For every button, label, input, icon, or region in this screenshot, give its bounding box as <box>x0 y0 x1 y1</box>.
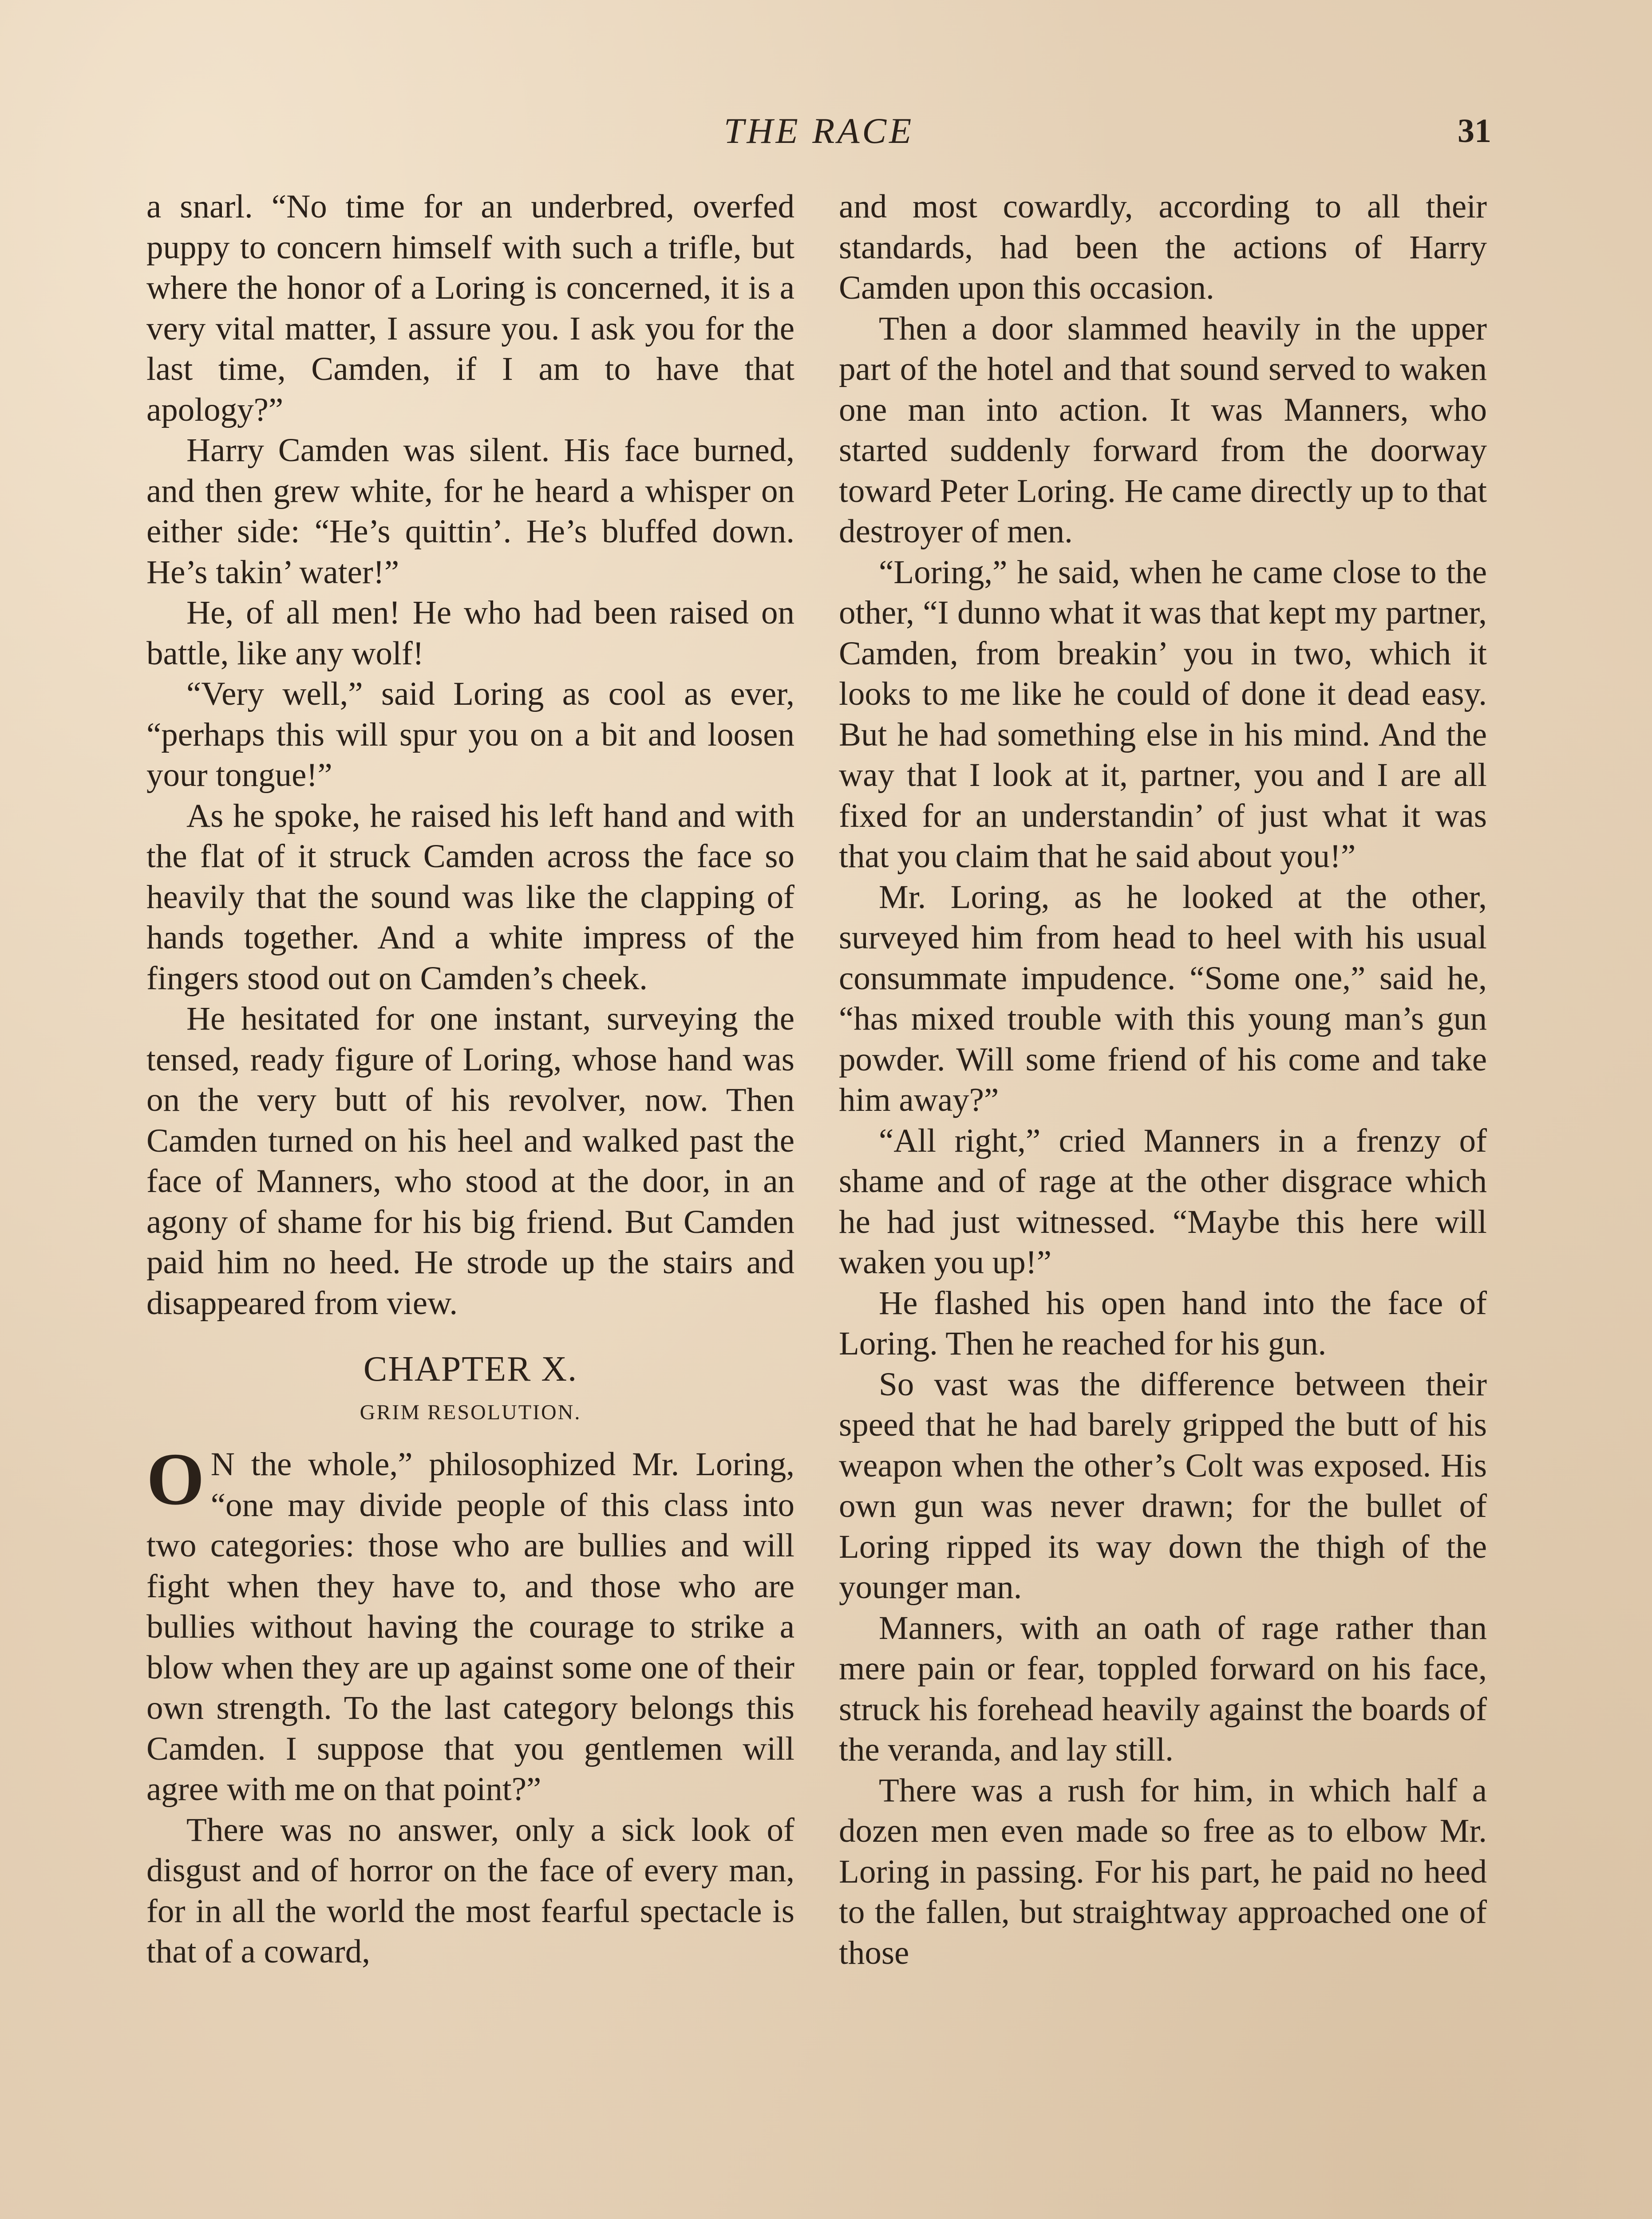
paragraph: As he spoke, he raised his left hand and with the flat of it struck Camden across the face so heavily that the sound was like the clapping of hands together. And a white impress of the fingers stood out on Camden’s cheek. <box>146 797 794 997</box>
paragraph: He hesitated for one instant, surveying the tensed, ready figure of Loring, whose hand was on the very butt of his revolver, now. Then Camden turned on his heel and walked past the face of Manners, who stood at the door, in an agony of shame for his big friend. But Camden paid him no heed. He strode up the stairs and disappeared from view. <box>146 1000 794 1322</box>
paragraph: and most cowardly, according to all their standards, had been the actions of Harry Camden upon this occasion. <box>839 188 1487 306</box>
paragraph: Mr. Loring, as he looked at the other, surveyed him from head to heel with his usual consummate impudence. “Some one,” said he, “has mixed trouble with this young man’s gun powder. Will some friend of his come and take him away?” <box>839 878 1487 1118</box>
running-title: THE RACE <box>723 111 914 151</box>
paragraph: There was a rush for him, in which half a dozen men even made so free as to elbow Mr. Loring in passing. For his part, he paid no heed to the fallen, but straightway approached one of those <box>839 1772 1487 1971</box>
paragraph: “Loring,” he said, when he came close to the other, “I dunno what it was that kept my partner, Camden, from breakin’ you in two, which it looks to me like he could of done it dead easy. But he had something else in his mind. And the way that I look at it, partner, you and I are all fixed for an understandin’ of just what it was that you claim that he said about you!” <box>839 553 1487 875</box>
paragraph: There was no answer, only a sick look of disgust and of horror on the face of every man, for in all the world the most fearful spectacle is that of a coward, <box>146 1811 794 1970</box>
chapter-subtitle: GRIM RESOLUTION. <box>360 1401 581 1424</box>
paragraph: a snarl. “No time for an underbred, overfed puppy to concern himself with such a trifle, but where the honor of a Loring is concerned, it is a very vital matter, I assure you. I ask you for the last time, Camden, if I am to have that apology?” <box>146 188 794 428</box>
chapter-heading: CHAPTER X. <box>363 1350 578 1389</box>
drop-cap: O <box>146 1438 205 1520</box>
right-column <box>839 186 1487 1973</box>
paragraph: Then a door slammed heavily in the upper part of the hotel and that sound served to waken one man into action. It was Manners, who started suddenly forward from the doorway toward Peter Loring. He came directly up to that destroyer of men. <box>839 310 1487 550</box>
paragraph: Harry Camden was silent. His face burned, and then grew white, for he heard a whisper on either side: “He’s quittin’. He’s bluffed down. He’s takin’ water!” <box>146 432 794 591</box>
paragraph: He, of all men! He who had been raised on battle, like any wolf! <box>146 594 794 672</box>
chapter-opening-paragraph <box>146 1438 794 1810</box>
paragraph: So vast was the difference between their speed that he had barely gripped the butt of his weapon when the other’s Colt was exposed. His own gun was never drawn; for the bullet of Loring ripped its way down the thigh of the younger man. <box>839 1366 1487 1606</box>
left-column <box>146 186 794 1972</box>
running-head <box>146 107 1491 155</box>
page-number: 31 <box>1458 112 1491 150</box>
paragraph: “All right,” cried Manners in a frenzy of shame and of rage at the other disgrace which he had just witnessed. “Maybe this here will waken you up!” <box>839 1122 1487 1281</box>
paragraph: “Very well,” said Loring as cool as ever, “perhaps this will spur you on a bit and loosen your tongue!” <box>146 675 794 794</box>
paragraph: He flashed his open hand into the face of Loring. Then he reached for his gun. <box>839 1284 1487 1362</box>
paragraph: Manners, with an oath of rage rather than mere pain or fear, toppled forward on his face, struck his forehead heavily against the boards of the veranda, and lay still. <box>839 1609 1487 1768</box>
chapter-opening-text: N the whole,” philosophized Mr. Loring, “one may divide people of this class into two categories: those who are bullies and will fight when they have to, and those who are bullies without having the courage to strike a blow when they are up against some one of their own strength. To the last category belongs this Camden. I suppose that you gentlemen will agree with me on that point?” <box>146 1446 794 1808</box>
